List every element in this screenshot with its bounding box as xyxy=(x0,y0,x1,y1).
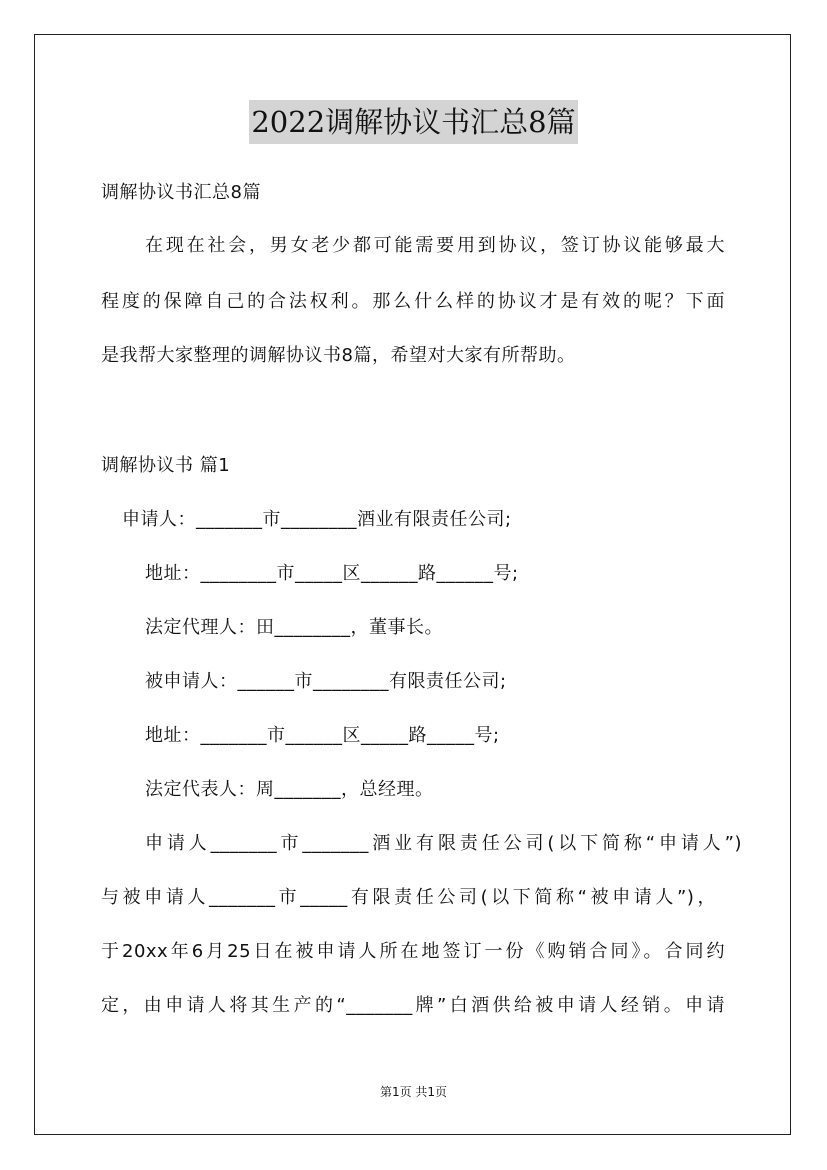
body-line-4: 定，由申请人将其生产的“_______牌”白酒供给被申请人经销。申请 xyxy=(101,995,725,1016)
body-line-1: 申请人_______市_______酒业有限责任公司(以下简称“申请人”) xyxy=(145,833,742,854)
party-applicant-address: 地址：________市_____区______路______号; xyxy=(145,563,519,584)
party-applicant-representative: 法定代理人：田________，董事长。 xyxy=(145,617,443,638)
document-title xyxy=(0,100,827,144)
document-title-text: 2022调解协议书汇总8篇 xyxy=(249,100,577,144)
party-respondent: 被申请人：______市________有限责任公司; xyxy=(145,671,507,692)
party-applicant: 申请人：_______市________酒业有限责任公司; xyxy=(122,509,512,530)
body-line-2: 与被申请人_______市_____有限责任公司(以下简称“被申请人”)， xyxy=(101,887,716,908)
section-heading: 调解协议书 篇1 xyxy=(101,455,231,476)
intro-line-1: 在现在社会，男女老少都可能需要用到协议，签订协议能够最大 xyxy=(145,235,725,256)
page-footer: 第1页 共1页 xyxy=(379,1085,448,1099)
intro-line-3: 是我帮大家整理的调解协议书8篇，希望对大家有所帮助。 xyxy=(101,345,576,366)
intro-line-2: 程度的保障自己的合法权利。那么什么样的协议才是有效的呢？下面 xyxy=(101,291,725,312)
party-respondent-representative: 法定代表人：周_______，总经理。 xyxy=(145,779,434,800)
party-respondent-address: 地址：_______市______区_____路_____号; xyxy=(145,725,500,746)
document-subtitle: 调解协议书汇总8篇 xyxy=(101,182,261,203)
body-line-3: 于20xx年6月25日在被申请人所在地签订一份《购销合同》。合同约 xyxy=(101,941,725,962)
